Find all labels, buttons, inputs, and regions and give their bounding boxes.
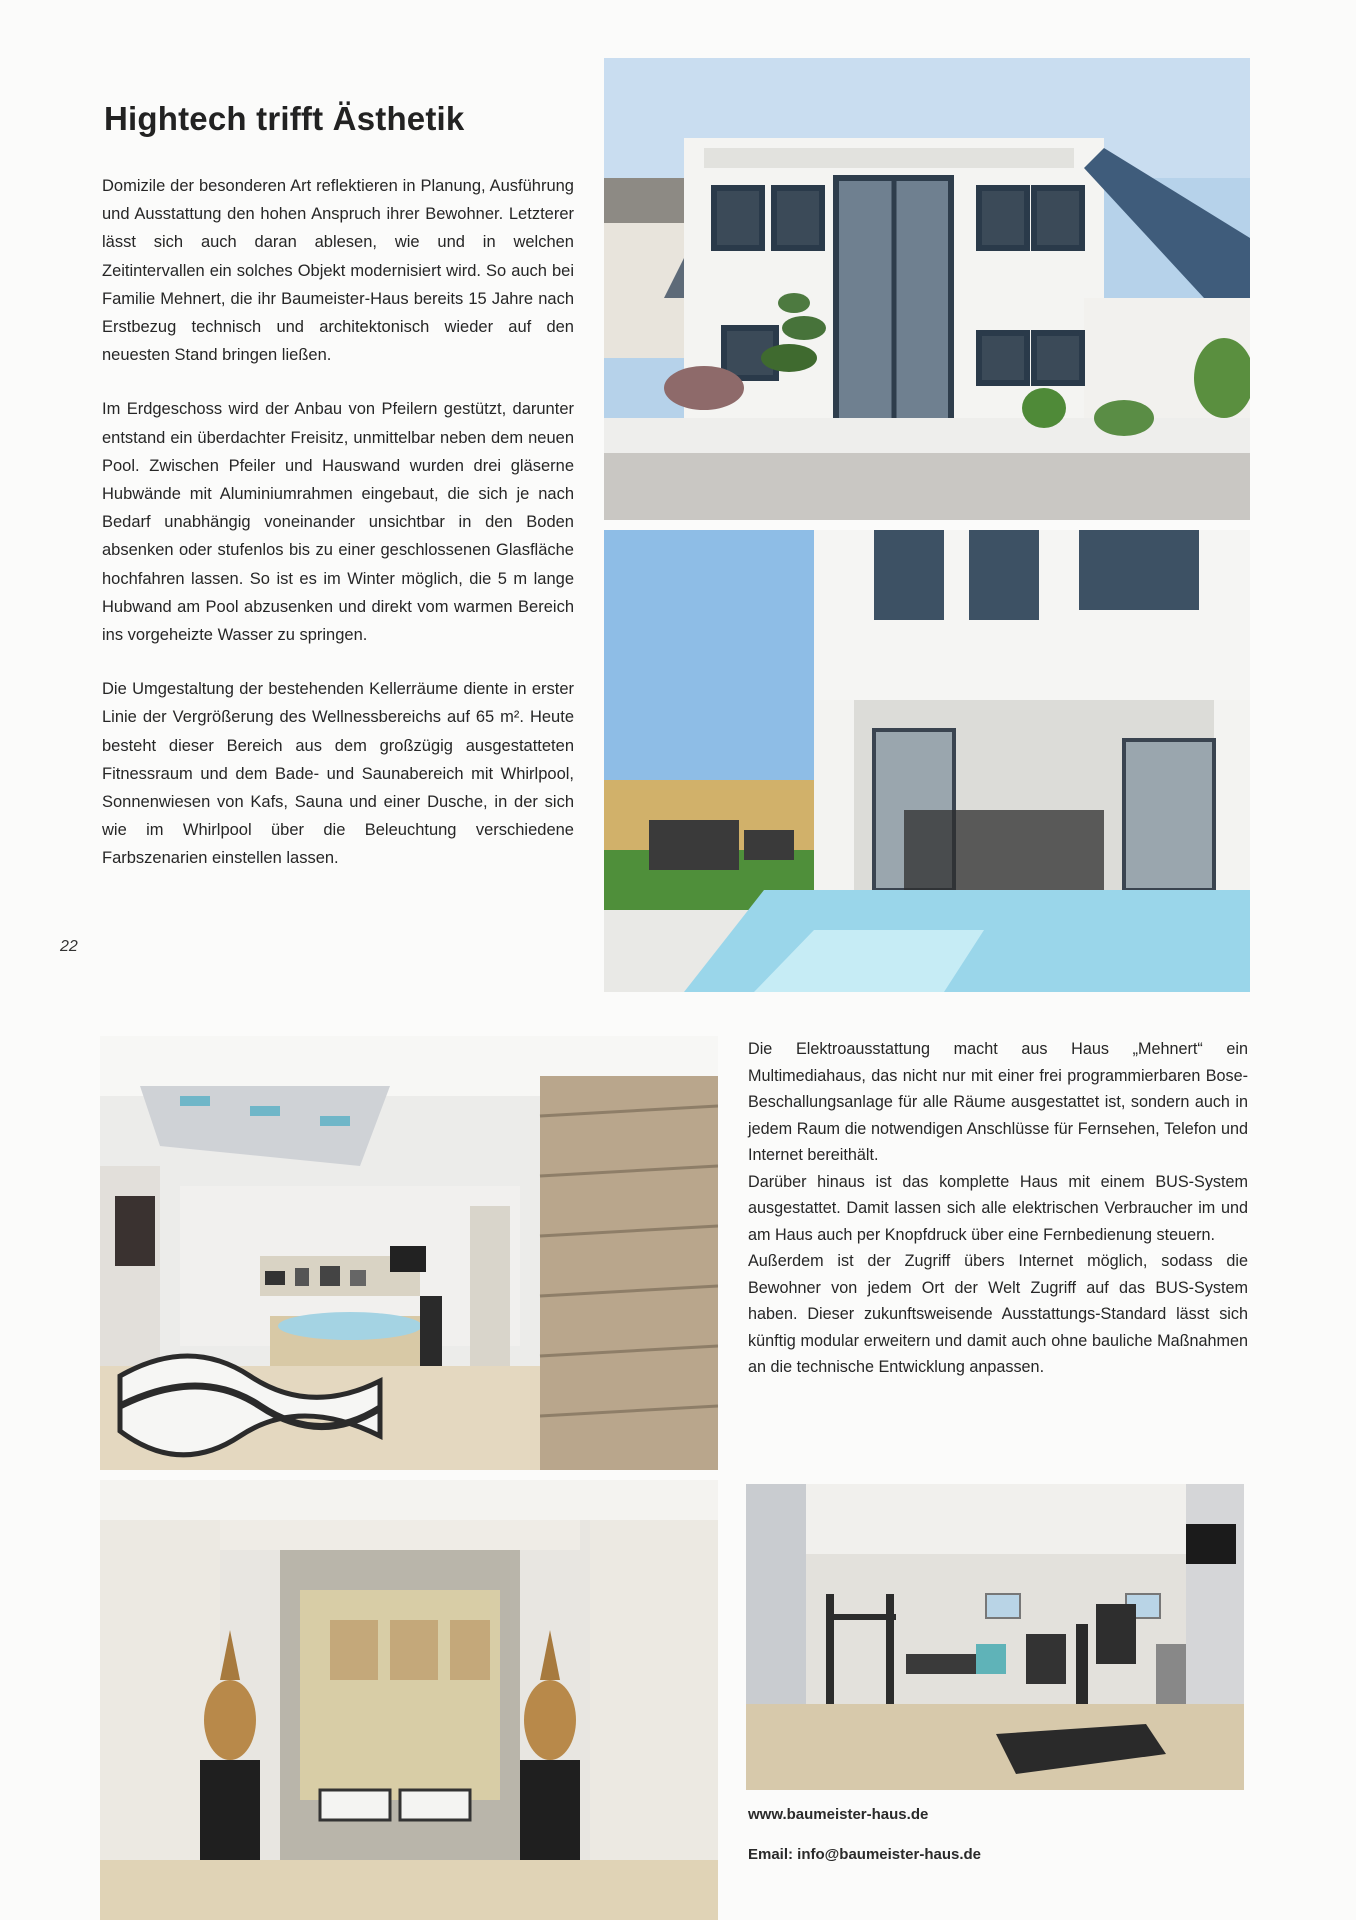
paragraph: Domizile der besonderen Art reflektieren in Planung, Ausführung und Ausstattung den hohen Anspruch ihrer Bewohner. Letzterer lässt sich auch daran ablesen, wie und in welchen Zeitintervallen ein solches Objekt modernisiert wird. So auch bei Familie Mehnert, die ihr Baumeister-Haus bereits 15 Jahre nach Erstbezug technisch und architektonisch wieder auf den neuesten Stand bringen ließen. [102, 177, 574, 365]
paragraph: Außerdem ist der Zugriff übers Internet möglich, sodass die Bewohner von jedem Ort der Welt Zugriff auf das BUS-System haben. Dieser zukunftsweisende Ausstattungs-Standard lässt sich künftig modular erweitern und damit auch ohne bauliche Maßnahmen an die technische Entwicklung anpassen. [748, 1252, 1248, 1376]
paragraph: Darüber hinaus ist das komplette Haus mit einem BUS-System ausgestattet. Damit lassen sich alle elektrischen Verbraucher im und am Haus auch per Knopfdruck über eine Fernbedienung steuern. [748, 1172, 1248, 1244]
email-link[interactable]: Email: info@baumeister-haus.de [748, 1846, 982, 1863]
page-title: Hightech trifft Ästhetik [104, 100, 465, 137]
website-link[interactable]: www.baumeister-haus.de [748, 1806, 929, 1823]
paragraph: Die Elektroausstattung macht aus Haus „Mehnert“ ein Multimediahaus, das nicht nur mit einer frei programmierbaren Bose-Beschallungsanlage für alle Räume ausgestattet ist, sondern auch in jedem Raum die notwendigen Anschlüsse für Fernsehen, Telefon und Internet bereithält. [748, 1040, 1248, 1164]
article-column-left [102, 172, 574, 899]
sauna-entrance-photo [100, 1480, 718, 1920]
paragraph: Im Erdgeschoss wird der Anbau von Pfeilern gestützt, darunter entstand ein überdachter Freisitz, unmittelbar neben dem neuen Pool. Zwischen Pfeiler und Hauswand wurden drei gläserne Hubwände mit Aluminiumrahmen eingebaut, die sich je nach Bedarf unabhängig voneinander unsichtbar in den Boden absenken oder stufenlos bis zu einer geschlossenen Glasfläche hochfahren lassen. So ist es im Winter möglich, die 5 m lange Hubwand am Pool abzusenken und direkt vom warmen Bereich ins vorgeheizte Wasser zu springen. [102, 400, 574, 645]
house-exterior-photo [604, 58, 1250, 520]
paragraph: Die Umgestaltung der bestehenden Kellerräume diente in erster Linie der Vergrößerung des Wellnessbereichs auf 65 m². Heute besteht dieser Bereich aus dem großzügig ausgestatteten Fitnessraum und dem Bade- und Saunabereich mit Whirlpool, Sonnenwiesen von Kafs, Sauna und einer Dusche, in der sich wie im Whirlpool über die Beleuchtung verschiedene Farbszenarien einstellen lassen. [102, 680, 574, 868]
article-column-right [748, 1036, 1248, 1381]
terrace-pool-photo [604, 530, 1250, 992]
fitness-room-photo [746, 1484, 1244, 1790]
whirlpool-room-photo [100, 1036, 718, 1470]
page-number: 22 [60, 938, 78, 955]
